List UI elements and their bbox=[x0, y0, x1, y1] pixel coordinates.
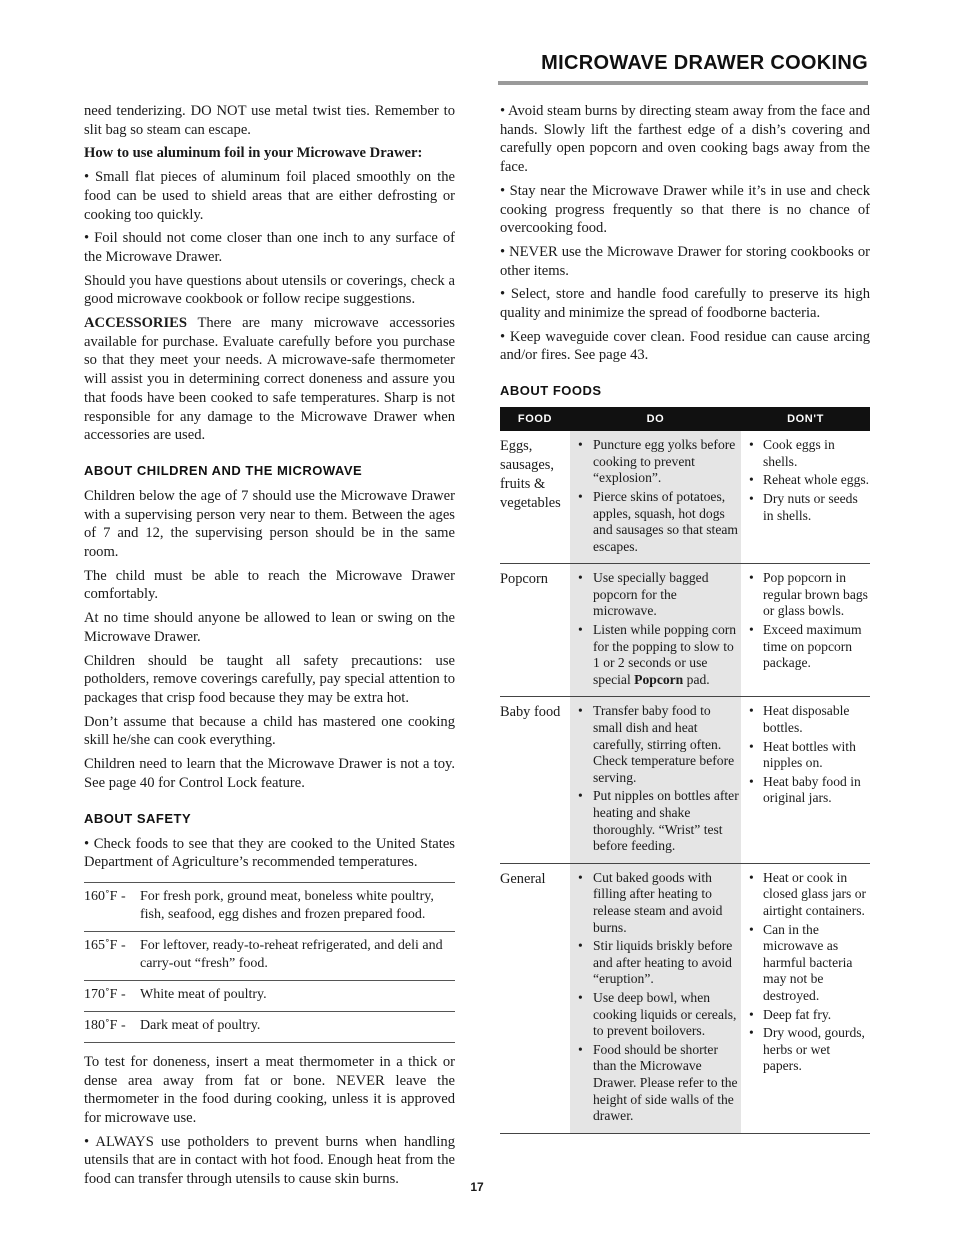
paragraph: Children should be taught all safety precautions: use potholders, remove coverings carefully, pay special attention to packages that crisp food because they may be extra hot. bbox=[84, 652, 455, 706]
list-item: • Heat or cook in closed glass jars or airtight containers. bbox=[745, 870, 870, 920]
bullet-paragraph: • Select, store and handle food carefully to preserve its high quality and minimize the spread of foodborne bacteria. bbox=[500, 286, 870, 322]
list-item: • Cut baked goods with filling after heating to release steam and avoid burns. bbox=[574, 870, 741, 936]
table-row bbox=[84, 931, 455, 980]
paragraph: At no time should anyone be allowed to lean or swing on the Microwave Drawer. bbox=[84, 610, 455, 645]
section-heading-children: ABOUT CHILDREN AND THE MICROWAVE bbox=[84, 462, 363, 478]
temperature-value: 170˚F - bbox=[84, 980, 140, 1011]
page-number: 17 bbox=[470, 1180, 484, 1194]
dont-cell bbox=[741, 697, 870, 863]
temperature-description: White meat of poultry. bbox=[140, 980, 455, 1011]
table-row bbox=[500, 697, 870, 863]
column-header-food: FOOD bbox=[500, 407, 570, 431]
table-row bbox=[500, 863, 870, 1133]
list-item: • Can in the microwave as harmful bacteria may not be destroyed. bbox=[745, 922, 870, 1005]
bullet-paragraph: • ALWAYS use potholders to prevent burns when handling utensils that are in contact with hot food. Enough heat from the food can transfer through utensils to cause skin burns. bbox=[84, 1133, 455, 1188]
list-item: • Dry nuts or seeds in shells. bbox=[745, 491, 870, 524]
bullet-paragraph: • Foil should not come closer than one inch to any surface of the Microwave Drawer. bbox=[84, 230, 455, 265]
list-item: • Deep fat fry. bbox=[745, 1007, 870, 1024]
table-row bbox=[84, 882, 455, 931]
paragraph: need tenderizing. DO NOT use metal twist ties. Remember to slit bag so steam can escape. bbox=[84, 103, 455, 138]
column-header-dont: DON'T bbox=[741, 407, 870, 431]
list-item: • Heat disposable bottles. bbox=[745, 703, 870, 736]
list-item: • Dry wood, gourds, herbs or wet papers. bbox=[745, 1025, 870, 1075]
table-row bbox=[500, 564, 870, 697]
temperature-description: For fresh pork, ground meat, boneless white poultry, fish, seafood, egg dishes and frozen prepared food. bbox=[140, 882, 455, 931]
list-item: • Exceed maximum time on popcorn package. bbox=[745, 622, 870, 672]
temperature-value: 165˚F - bbox=[84, 931, 140, 980]
temperature-description: Dark meat of poultry. bbox=[140, 1011, 455, 1042]
list-item: • Puncture egg yolks before cooking to prevent “explosion”. bbox=[574, 437, 741, 487]
bullet-paragraph: • NEVER use the Microwave Drawer for storing cookbooks or other items. bbox=[500, 243, 870, 279]
paragraph: To test for doneness, insert a meat thermometer in a thick or dense area away from fat or bone. NEVER leave the thermometer in the food during cooking, unless it is approved for microwave use. bbox=[84, 1053, 455, 1127]
list-item-tail: pad. bbox=[683, 671, 710, 687]
list-item: • Transfer baby food to small dish and heat carefully, stirring often. Check temperature before serving. bbox=[574, 703, 741, 786]
accessories-lead: ACCESSORIES bbox=[84, 315, 188, 332]
section-heading-foods: ABOUT FOODS bbox=[500, 383, 602, 399]
food-cell: Popcorn bbox=[500, 564, 570, 697]
food-cell: General bbox=[500, 863, 570, 1133]
list-item: • Reheat whole eggs. bbox=[745, 472, 870, 489]
list-item: • Heat bottles with nipples on. bbox=[745, 739, 870, 772]
list-item-text: Listen while popping corn for the popping to slow to 1 or 2 seconds or use special bbox=[593, 622, 737, 687]
bullet-paragraph: • Stay near the Microwave Drawer while it’s in use and check cooking progress frequently so that there is no chance of overcooking food. bbox=[500, 182, 870, 237]
temperature-value: 180˚F - bbox=[84, 1011, 140, 1042]
list-item: • Pop popcorn in regular brown bags or glass bowls. bbox=[745, 570, 870, 620]
do-cell bbox=[570, 863, 741, 1133]
do-cell bbox=[570, 697, 741, 863]
table-row bbox=[84, 980, 455, 1011]
dont-cell bbox=[741, 431, 870, 564]
column-header-do: DO bbox=[570, 407, 741, 431]
bullet-paragraph: • Keep waveguide cover clean. Food residue can cause arcing and/or fires. See page 43. bbox=[500, 328, 870, 364]
list-item: • Use deep bowl, when cooking liquids or cereals, to prevent boilovers. bbox=[574, 990, 741, 1040]
temperature-description: For leftover, ready-to-reheat refrigerated, and deli and carry-out “fresh” food. bbox=[140, 931, 455, 980]
list-item: • Put nipples on bottles after heating and shake thoroughly. “Wrist” test before feeding. bbox=[574, 788, 741, 854]
header-rule bbox=[498, 81, 868, 85]
paragraph: The child must be able to reach the Microwave Drawer comfortably. bbox=[84, 567, 455, 603]
temperature-value: 160˚F - bbox=[84, 882, 140, 931]
left-column bbox=[84, 102, 455, 1194]
bullet-paragraph: • Avoid steam burns by directing steam away from the face and hands. Slowly lift the farthest edge of a dish’s covering and carefully open popcorn and oven cooking bags away from the face. bbox=[500, 103, 870, 176]
do-cell bbox=[570, 431, 741, 564]
food-cell: Eggs, sausages, fruits & vegetables bbox=[500, 431, 570, 564]
table-header-row bbox=[500, 407, 870, 431]
foods-table bbox=[500, 407, 870, 1134]
page-title: MICROWAVE DRAWER COOKING bbox=[541, 52, 868, 74]
bullet-paragraph: • Small flat pieces of aluminum foil placed smoothly on the food can be used to shield areas that are either defrosting or cooking too quickly. bbox=[84, 169, 455, 223]
foil-heading: How to use aluminum foil in your Microwave Drawer: bbox=[84, 145, 423, 162]
list-item: • Use specially bagged popcorn for the microwave. bbox=[574, 570, 741, 620]
do-cell bbox=[570, 564, 741, 697]
list-item: • Pierce skins of potatoes, apples, squash, hot dogs and sausages so that steam escapes. bbox=[574, 489, 741, 555]
food-cell: Baby food bbox=[500, 697, 570, 863]
right-column bbox=[500, 102, 870, 1134]
paragraph: Don’t assume that because a child has mastered one cooking skill he/she can cook everything. bbox=[84, 713, 455, 749]
bullet-paragraph: • Check foods to see that they are cooked to the United States Department of Agriculture’s recommended temperatures. bbox=[84, 835, 455, 871]
list-item bbox=[574, 622, 741, 688]
accessories-paragraph bbox=[84, 314, 455, 445]
dont-cell bbox=[741, 564, 870, 697]
list-item: • Stir liquids briskly before and after heating to avoid “eruption”. bbox=[574, 938, 741, 988]
table-row bbox=[500, 431, 870, 564]
list-item: • Heat baby food in original jars. bbox=[745, 774, 870, 807]
list-item: • Cook eggs in shells. bbox=[745, 437, 870, 470]
paragraph: Children need to learn that the Microwave Drawer is not a toy. See page 40 for Control Lock feature. bbox=[84, 756, 455, 791]
temperature-table bbox=[84, 882, 455, 1043]
paragraph: Children below the age of 7 should use the Microwave Drawer with a supervising person very near to them. Between the ages of 7 and 12, the supervising person should be in the same room. bbox=[84, 487, 455, 561]
list-item: • Food should be shorter than the Microwave Drawer. Please refer to the height of side walls of the drawer. bbox=[574, 1042, 741, 1125]
paragraph: Should you have questions about utensils or coverings, check a good microwave cookbook or follow recipe suggestions. bbox=[84, 272, 455, 308]
dont-cell bbox=[741, 863, 870, 1133]
table-row bbox=[84, 1011, 455, 1042]
accessories-text: There are many microwave accessories available for purchase. Evaluate carefully before you purchase so that they meet your needs. A microwave-safe thermometer will assist you in determining correct doneness and assure you that foods have been cooked to safe temperatures. Sharp is not responsible for any damage to the Microwave Drawer when accessories are used. bbox=[84, 315, 455, 444]
section-heading-safety: ABOUT SAFETY bbox=[84, 810, 192, 826]
popcorn-bold: Popcorn bbox=[634, 671, 684, 687]
